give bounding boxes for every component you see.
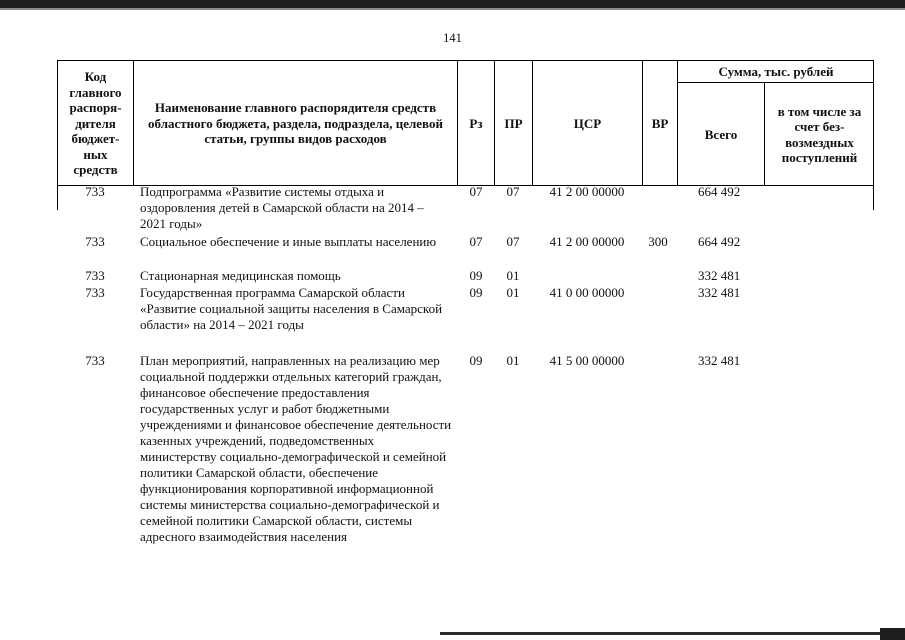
cell-csr: 41 2 00 00000 <box>549 234 625 249</box>
header-sum: Сумма, тыс. рублей <box>677 60 874 82</box>
scan-border-top-shadow <box>0 8 905 10</box>
header-vr: ВР <box>642 60 677 186</box>
cell-pr: 01 <box>506 268 520 283</box>
cell-rz: 09 <box>469 285 483 300</box>
cell-total: 332 481 <box>698 353 741 368</box>
table-right-border <box>873 186 874 210</box>
cell-name: Государственная программа Самарской области «Развитие социальной защиты населения в Самарской области» на 2014 – 2021 годы <box>140 285 443 332</box>
header-csr: ЦСР <box>532 60 642 186</box>
cell-name: План мероприятий, направленных на реализацию мер социальной поддержки отдельных категорий граждан, финансовое обеспечение предоставления государственных услуг и работ бюджетными учреждениями и финансовое обеспечение деятельности казенных учреждений, подведомственных министерству социально-демографической и семейной политики Самарской области, обеспечение функционирования корпоративной информационной системы министерства социально-демографической и семейной политики Самарской области, системы адресного взаимодействия населения <box>140 353 452 544</box>
cell-pr: 07 <box>506 234 520 249</box>
cell-vr: 300 <box>648 234 668 249</box>
cell-code: 733 <box>85 268 105 283</box>
cell-rz: 07 <box>469 184 483 199</box>
header-pr: ПР <box>494 60 532 186</box>
cell-csr: 41 2 00 00000 <box>549 184 625 199</box>
header-code: Код главного распоря-дителя бюджет-ных средств <box>57 60 133 186</box>
cell-code: 733 <box>85 353 105 368</box>
cell-code: 733 <box>85 285 105 300</box>
header-rz: Рз <box>457 60 494 186</box>
cell-rz: 07 <box>469 234 483 249</box>
table-header <box>57 60 874 186</box>
cell-total: 664 492 <box>698 184 741 199</box>
scan-border-top <box>0 0 905 8</box>
cell-name: Стационарная медицинская помощь <box>140 268 341 283</box>
scan-border-bottom <box>440 632 905 635</box>
cell-total: 332 481 <box>698 285 741 300</box>
cell-code: 733 <box>85 234 105 249</box>
scan-corner-bottom-right <box>880 628 905 640</box>
cell-csr: 41 5 00 00000 <box>549 353 625 368</box>
cell-code: 733 <box>85 184 105 199</box>
cell-rz: 09 <box>469 268 483 283</box>
cell-csr: 41 0 00 00000 <box>549 285 625 300</box>
cell-total: 332 481 <box>698 268 741 283</box>
header-free: в том числе за счет без-возмездных поступлений <box>764 82 874 186</box>
header-total: Всего <box>677 82 764 186</box>
cell-pr: 07 <box>506 184 520 199</box>
cell-pr: 01 <box>506 285 520 300</box>
cell-pr: 01 <box>506 353 520 368</box>
cell-total: 664 492 <box>698 234 741 249</box>
cell-name: Подпрограмма «Развитие системы отдыха и оздоровления детей в Самарской области на 2014 – 2021 годы» <box>140 184 424 231</box>
page-number: 141 <box>443 31 462 45</box>
cell-name: Социальное обеспечение и иные выплаты населению <box>140 234 437 249</box>
cell-rz: 09 <box>469 353 483 368</box>
header-name: Наименование главного распорядителя средств областного бюджета, раздела, подраздела, целевой статьи, группы видов расходов <box>133 60 457 186</box>
